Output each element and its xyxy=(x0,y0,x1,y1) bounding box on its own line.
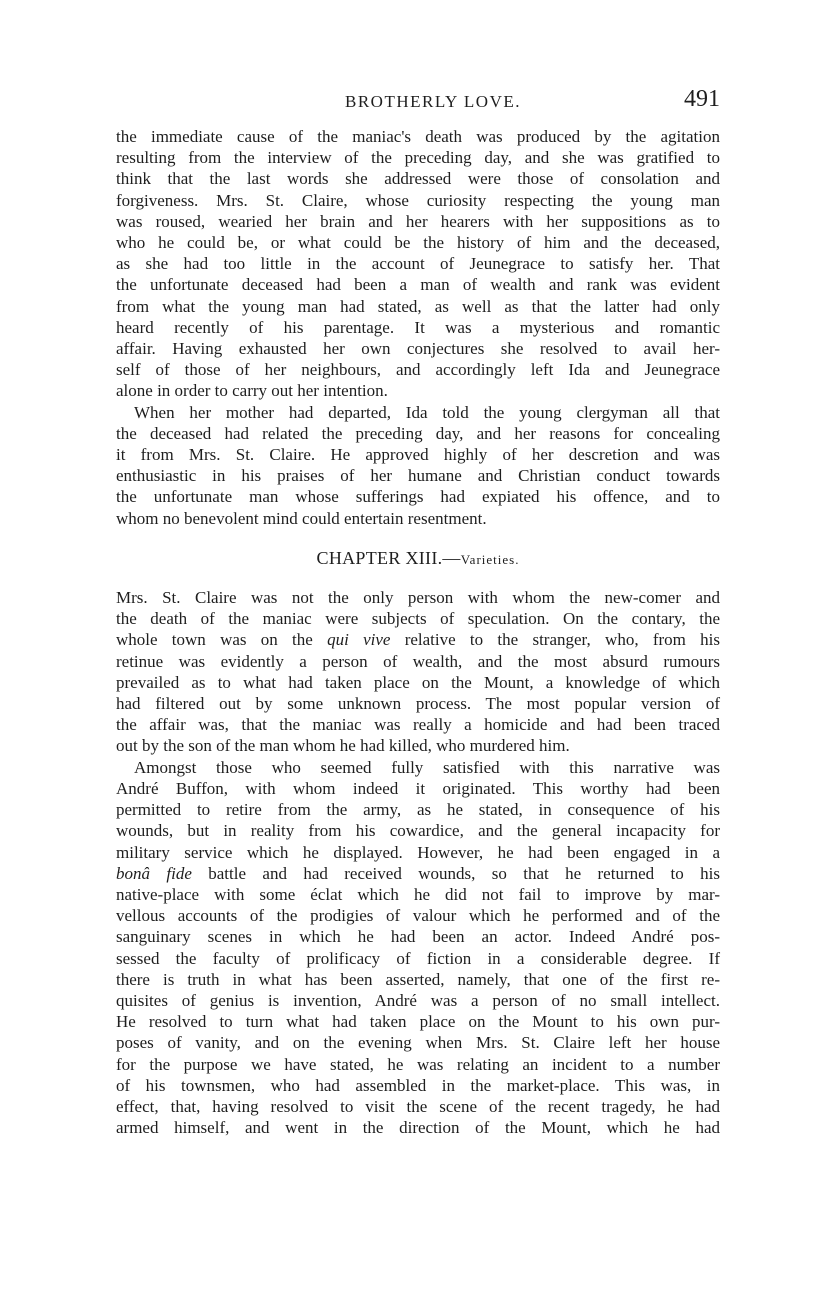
text-line: Amongst those who seemed fully satisfied with this narrative was xyxy=(134,757,720,777)
chapter-title: Varieties. xyxy=(460,551,520,567)
text-line: the unfortunate deceased had been a man of wealth and rank was evident xyxy=(116,275,720,295)
text-line: had filtered out by some unknown process. The most popular version of xyxy=(116,694,720,714)
running-header xyxy=(116,84,720,124)
text-line: of his townsmen, who had assembled in the market-place. This was, in xyxy=(116,1075,720,1095)
text-line: out by the son of the man whom he had killed, who murdered him. xyxy=(116,736,570,756)
paragraph xyxy=(116,402,720,529)
text-line: self of those of her neighbours, and accordingly left Ida and Jeunegrace xyxy=(116,360,720,380)
text-line: for the purpose we have stated, he was relating an incident to a number xyxy=(116,1054,720,1074)
running-title: BROTHERLY LOVE. xyxy=(345,92,521,111)
text-line: Mrs. St. Claire was not the only person with whom the new-comer and xyxy=(116,588,720,608)
text-line: it from Mrs. St. Claire. He approved highly of her descretion and was xyxy=(116,445,720,465)
text-line: When her mother had departed, Ida told the young clergyman all that xyxy=(134,402,720,422)
text-line: was roused, wearied her brain and her hearers with her suppositions as to xyxy=(116,211,720,231)
text-line: resulting from the interview of the preceding day, and she was gratified to xyxy=(116,148,720,168)
text-line: enthusiastic in his praises of her humane and Christian conduct towards xyxy=(116,466,720,486)
text-line: André Buffon, with whom indeed it originated. This worthy had been xyxy=(116,778,720,798)
text-line: effect, that, having resolved to visit the scene of the recent tragedy, he had xyxy=(116,1096,720,1116)
text-line: the affair was, that the maniac was really a homicide and had been traced xyxy=(116,715,720,735)
chapter-number: CHAPTER XIII.— xyxy=(316,547,461,568)
text-line: military service which he displayed. However, he had been engaged in a xyxy=(116,842,720,862)
text-line: whom no benevolent mind could entertain resentment. xyxy=(116,508,487,528)
text-line: bonâ fide battle and had received wounds, so that he returned to his xyxy=(116,863,720,883)
text-line: the unfortunate man whose sufferings had expiated his offence, and to xyxy=(116,487,720,507)
text-line: heard recently of his parentage. It was a mysterious and romantic xyxy=(116,317,720,337)
text-line: whole town was on the qui vive relative to the stranger, who, from his xyxy=(116,630,720,650)
text-line: the death of the maniac were subjects of speculation. On the contary, the xyxy=(116,609,720,629)
paragraph xyxy=(116,757,720,1139)
text-line: affair. Having exhausted her own conjectures she resolved to avail her- xyxy=(116,339,720,359)
text-line: armed himself, and went in the direction of the Mount, which he had xyxy=(116,1118,720,1138)
text-line: wounds, but in reality from his cowardice, and the general incapacity for xyxy=(116,821,720,841)
book-page xyxy=(116,84,720,1138)
text-line: think that the last words she addressed were those of consolation and xyxy=(116,169,720,189)
text-line: vellous accounts of the prodigies of valour which he performed and of the xyxy=(116,906,720,926)
text-line: there is truth in what has been asserted, namely, that one of the first re- xyxy=(116,969,720,989)
text-line: native-place with some éclat which he did not fail to improve by mar- xyxy=(116,884,720,904)
text-line: permitted to retire from the army, as he stated, in consequence of his xyxy=(116,800,720,820)
text-line: sanguinary scenes in which he had been an actor. Indeed André pos- xyxy=(116,927,720,947)
paragraph xyxy=(116,587,720,757)
text-line: prevailed as to what had taken place on the Mount, a knowledge of which xyxy=(116,672,720,692)
text-line: alone in order to carry out her intention. xyxy=(116,381,388,401)
body-text xyxy=(116,126,720,1138)
text-line: retinue was evidently a person of wealth, and the most absurd rumours xyxy=(116,651,720,671)
page-number: 491 xyxy=(684,86,720,112)
text-line: from what the young man had stated, as well as that the latter had only xyxy=(116,296,720,316)
text-line: quisites of genius is invention, André was a person of no small intellect. xyxy=(116,990,720,1010)
text-line: poses of vanity, and on the evening when Mrs. St. Claire left her house xyxy=(116,1033,720,1053)
chapter-heading xyxy=(116,548,720,570)
text-line: the deceased had related the preceding day, and her reasons for concealing xyxy=(116,423,720,443)
paragraph xyxy=(116,126,720,402)
text-line: sessed the faculty of prolificacy of fiction in a considerable degree. If xyxy=(116,948,720,968)
text-line: He resolved to turn what had taken place on the Mount to his own pur- xyxy=(116,1012,720,1032)
text-line: as she had too little in the account of Jeunegrace to satisfy her. That xyxy=(116,254,720,274)
text-line: who he could be, or what could be the history of him and the deceased, xyxy=(116,233,720,253)
text-line: forgiveness. Mrs. St. Claire, whose curiosity respecting the young man xyxy=(116,190,720,210)
text-line: the immediate cause of the maniac's death was produced by the agitation xyxy=(116,127,720,146)
